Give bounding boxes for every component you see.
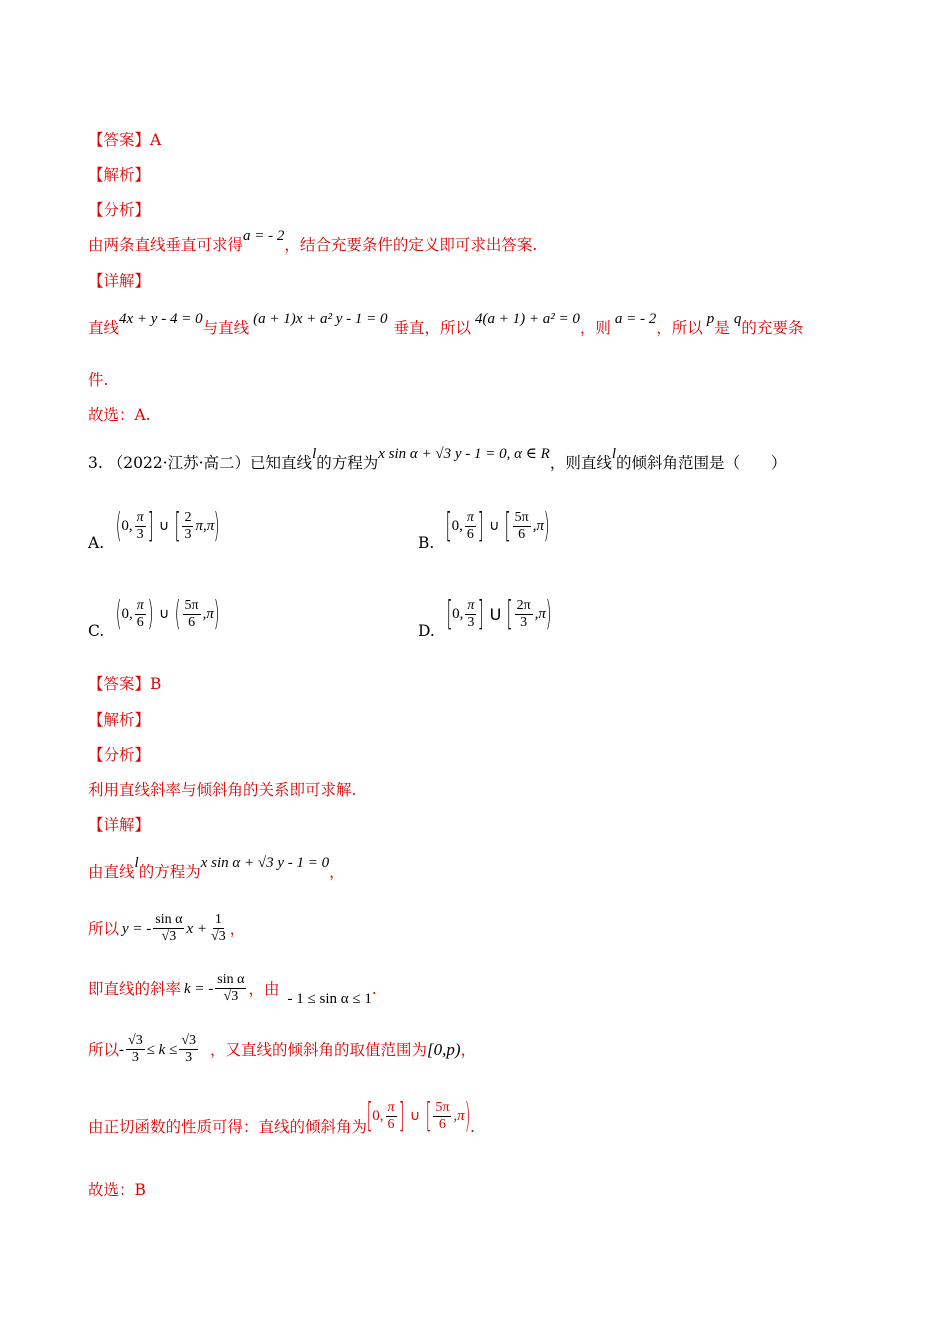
opt-c-den2: 6	[188, 614, 196, 630]
conclusion-1: 故选：A.	[88, 406, 151, 424]
option-a[interactable]	[88, 500, 219, 552]
fenxi-text-b: ，结合充要条件的定义即可求出答案.	[284, 236, 538, 254]
s5-end: .	[469, 1118, 475, 1136]
fenxi-math: a = - 2	[243, 228, 285, 244]
s3-inequality: - 1 ≤ sin α ≤ 1	[287, 990, 372, 1007]
opt-d-start: 0,	[452, 605, 464, 622]
opt-b-den1: 6	[466, 526, 474, 542]
q-t1: 已知直线	[250, 454, 313, 472]
answer-label-2: 【答案】B	[88, 675, 162, 693]
detail-header-1: 【详解】	[88, 272, 151, 290]
equation-perp: 4(a + 1) + a² = 0	[475, 311, 580, 327]
equation-line2: (a + 1)x + a² y - 1 = 0	[253, 311, 388, 327]
opt-d-num2: 2π	[516, 597, 531, 613]
fenxi-text-2: 利用直线斜率与倾斜角的关系即可求解.	[88, 781, 357, 799]
detail-header-2: 【详解】	[88, 816, 151, 834]
opt-b-den2: 6	[518, 526, 526, 542]
detail-t4: ，则	[579, 319, 611, 337]
option-d[interactable]	[418, 588, 551, 640]
equation-line1: 4x + y - 4 = 0	[119, 311, 203, 327]
detail-t2: 与直线	[202, 319, 250, 337]
s5-den2: 6	[438, 1116, 446, 1132]
opt-a-start: 0,	[121, 517, 133, 534]
s5-union: ∪	[409, 1108, 421, 1124]
s4-le-k-le: ≤ k ≤	[146, 1041, 178, 1058]
s2-t: 所以	[88, 919, 120, 938]
solution-step-4	[88, 1033, 476, 1066]
equation-a: a = - 2	[614, 311, 657, 327]
opt-a-den2: 3	[184, 526, 192, 542]
s5-num1: π	[387, 1099, 395, 1115]
opt-d-den1: 3	[467, 614, 475, 630]
question-source: （2022·江苏·高二）	[107, 454, 251, 472]
s5-num2: 5π	[435, 1099, 450, 1115]
detail-t6: 是	[714, 319, 730, 337]
fenxi-header-1: 【分析】	[88, 201, 151, 219]
s3-t: 即直线的斜率	[88, 979, 182, 998]
question-3-stem	[88, 446, 787, 474]
opt-a-num1: π	[136, 509, 144, 525]
var-p: p	[706, 311, 715, 327]
opt-b-num1: π	[466, 509, 474, 525]
question-equation: x sin α + √3 y - 1 = 0, α ∈ R	[378, 446, 550, 462]
s2-x: x +	[186, 920, 208, 937]
option-a-interval: ( 0, $\frac{\pi}{3}$ ] ∪ [ $\frac{2}{3}$ π,π )	[115, 506, 220, 546]
solution-step-5	[88, 1095, 475, 1137]
analysis-header-2: 【解析】	[88, 711, 151, 729]
s4-frac1-den: 3	[131, 1050, 139, 1065]
opt-c-den1: 6	[136, 614, 144, 630]
s1-var-l: l	[134, 855, 139, 871]
s3-k: k = -	[184, 980, 214, 997]
q-t4: 的倾斜角范围是（ ）	[616, 454, 787, 472]
option-c[interactable]	[88, 588, 219, 640]
option-c-label: C.	[88, 622, 105, 640]
s1-end: ，	[329, 863, 345, 881]
opt-d-num1: π	[467, 597, 475, 613]
detail-cont-1: 件.	[88, 371, 109, 389]
union-c: ∪	[159, 606, 170, 622]
s5-t: 由正切函数的性质可得：直线的倾斜角为	[88, 1118, 368, 1136]
fenxi-text-a: 由两条直线垂直可求得	[88, 236, 244, 254]
option-c-interval: ( 0, $\frac{\pi}{6}$ ) ∪ ( $\frac{5\pi}{6}$ ,π )	[115, 594, 220, 634]
fenxi-text-1	[88, 228, 538, 256]
opt-d-den2: 3	[520, 614, 528, 630]
s5-tail: ,π	[453, 1108, 465, 1124]
option-b[interactable]	[418, 500, 549, 552]
option-d-label: D.	[418, 622, 435, 640]
s1-t2: 的方程为	[138, 863, 201, 881]
analysis-header-1: 【解析】	[88, 166, 151, 184]
opt-c-start: 0,	[121, 605, 133, 622]
s2-frac1-num: sin α	[155, 912, 183, 927]
s4-frac1-num: √3	[128, 1033, 143, 1048]
question-number: 3.	[88, 454, 103, 472]
solution-step-2	[88, 912, 245, 945]
s4-t2: ，又直线的倾斜角的取值范围为	[210, 1040, 428, 1059]
s4-minus: -	[119, 1041, 125, 1058]
s2-frac1-den: √3	[161, 929, 177, 944]
answer-label-1: 【答案】A	[88, 131, 162, 149]
conclusion-2: 故选：B	[88, 1181, 146, 1199]
solution-step-3	[88, 972, 377, 1005]
union-d: U	[489, 604, 502, 624]
solution-step-1	[88, 855, 345, 883]
s4-range: [0,p)	[427, 1039, 461, 1059]
s4-frac2-num: √3	[181, 1033, 197, 1048]
opt-c-num2: 5π	[184, 597, 199, 613]
s4-t: 所以	[88, 1040, 120, 1059]
union-b: ∪	[489, 518, 500, 534]
s2-y: y = -	[122, 920, 152, 937]
opt-a-den1: 3	[136, 526, 144, 542]
detail-t5: ，所以	[656, 319, 703, 337]
opt-a-num2: 2	[184, 509, 192, 525]
s2-frac2-num: 1	[214, 912, 222, 927]
s4-end: ，	[460, 1040, 477, 1059]
detail-t1: 直线	[88, 319, 120, 337]
s4-frac2-den: 3	[185, 1050, 193, 1065]
var-l-2: l	[611, 446, 616, 462]
opt-b-start: 0,	[451, 517, 463, 534]
s5-den1: 6	[387, 1116, 395, 1132]
s2-frac2-den: √3	[211, 929, 226, 944]
opt-c-tail: ,π	[202, 605, 214, 622]
detail-line-1	[88, 311, 804, 339]
union-a: ∪	[158, 518, 170, 534]
s5-start: 0,	[372, 1108, 384, 1124]
opt-a-tail: π,π	[195, 517, 215, 534]
q-t3: ，则直线	[549, 454, 612, 472]
option-a-label: A.	[88, 534, 105, 552]
s1-t: 由直线	[88, 863, 135, 881]
detail-t7: 的充要条	[741, 319, 804, 337]
fenxi-header-2: 【分析】	[88, 746, 151, 764]
s1-equation: x sin α + √3 y - 1 = 0	[200, 855, 330, 871]
opt-c-num1: π	[136, 597, 144, 613]
opt-d-tail: ,π	[534, 605, 546, 622]
option-b-label: B.	[418, 534, 435, 552]
s5-interval: [ 0, $\frac{\pi}{6}$ ] ∪ [ $\frac{5\pi}{6}$ ,π )	[366, 1096, 471, 1136]
s3-frac-num: sin α	[217, 972, 245, 987]
opt-b-tail: ,π	[532, 517, 544, 534]
option-d-interval: [ 0, $\frac{\pi}{3}$ ] U [ $\frac{2\pi}{3}$ ,π )	[446, 594, 552, 634]
var-q: q	[733, 311, 742, 327]
detail-t3: 垂直，所以	[393, 319, 472, 337]
s2-end: ，	[229, 919, 246, 938]
option-b-interval: [ 0, $\frac{\pi}{6}$ ] ∪ [ $\frac{5\pi}{6}$ ,π )	[445, 506, 550, 546]
s3-t2: ，由	[248, 979, 280, 998]
s3-end: .	[371, 979, 377, 998]
opt-b-num2: 5π	[514, 509, 529, 525]
q-t2: 的方程为	[316, 454, 379, 472]
var-l: l	[312, 446, 317, 462]
s3-frac-den: √3	[223, 989, 239, 1004]
